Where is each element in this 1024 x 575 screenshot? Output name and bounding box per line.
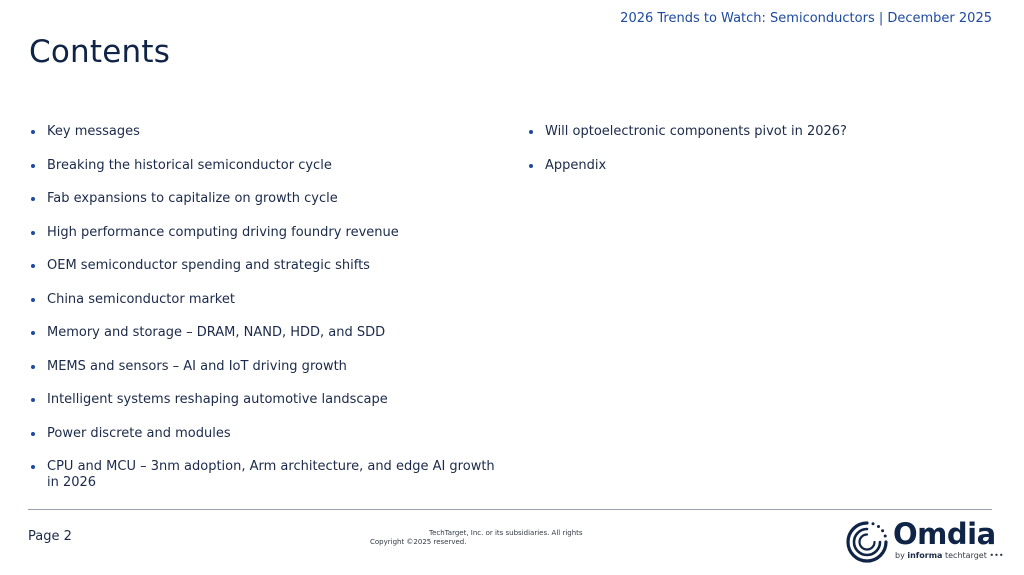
logo-by: by bbox=[895, 551, 905, 560]
toc-item bbox=[29, 392, 499, 408]
bullet-icon bbox=[31, 331, 35, 335]
toc-item-label: Fab expansions to capitalize on growth cycle bbox=[47, 191, 338, 206]
toc-item-label: Memory and storage – DRAM, NAND, HDD, and SDD bbox=[47, 325, 386, 340]
footer-divider bbox=[28, 509, 992, 510]
toc-item bbox=[29, 191, 499, 207]
toc-item-label: Appendix bbox=[545, 157, 607, 173]
bullet-icon bbox=[31, 398, 35, 402]
toc-item-label: Breaking the historical semiconductor cycle bbox=[47, 157, 332, 173]
bullet-icon bbox=[31, 197, 35, 201]
toc-item bbox=[29, 258, 499, 274]
bullet-icon bbox=[31, 231, 35, 235]
logo-tagline bbox=[895, 551, 1004, 560]
toc-item-label: CPU and MCU – 3nm adoption, Arm architecture, and edge AI growth in 2026 bbox=[47, 459, 495, 490]
toc-item-label: China semiconductor market bbox=[47, 291, 235, 307]
toc-item bbox=[29, 292, 499, 308]
toc-item-label: OEM semiconductor spending and strategic shifts bbox=[47, 258, 370, 273]
copyright-line-2: Copyright ©2025 reserved. bbox=[370, 538, 467, 546]
report-header-title: 2026 Trends to Watch: Semiconductors | December 2025 bbox=[620, 11, 992, 26]
toc-item bbox=[29, 359, 499, 375]
bullet-icon bbox=[31, 465, 35, 469]
toc-item bbox=[527, 124, 987, 140]
toc-item-label: Key messages bbox=[47, 124, 140, 139]
toc-item bbox=[29, 325, 499, 341]
copyright-notice bbox=[370, 529, 630, 547]
page-number: Page 2 bbox=[28, 529, 72, 544]
omdia-logo bbox=[844, 517, 1004, 565]
logo-brand: informa bbox=[907, 551, 943, 560]
copyright-line-1: TechTarget, Inc. or its subsidiaries. All rights bbox=[429, 529, 583, 537]
toc-item bbox=[29, 459, 499, 491]
bullet-icon bbox=[529, 130, 533, 134]
toc-item-label: Will optoelectronic components pivot in 2026? bbox=[545, 124, 847, 139]
toc-item-label: Intelligent systems reshaping automotive landscape bbox=[47, 392, 388, 407]
toc-item bbox=[29, 124, 499, 140]
bullet-icon bbox=[31, 298, 35, 302]
logo-suffix: techtarget bbox=[945, 551, 987, 560]
toc-item-label: High performance computing driving foundry revenue bbox=[47, 224, 399, 240]
toc-item bbox=[29, 158, 499, 174]
bullet-icon bbox=[31, 365, 35, 369]
toc-item-label: Power discrete and modules bbox=[47, 425, 231, 441]
bullet-icon bbox=[31, 264, 35, 268]
toc-item-label: MEMS and sensors – AI and IoT driving growth bbox=[47, 358, 347, 374]
toc-item bbox=[29, 426, 499, 442]
omdia-logo-mark-icon bbox=[844, 519, 890, 565]
dots-icon: ••• bbox=[989, 551, 1004, 560]
bullet-icon bbox=[31, 432, 35, 436]
bullet-icon bbox=[31, 130, 35, 134]
toc-left-column bbox=[29, 124, 499, 509]
page-title: Contents bbox=[29, 34, 171, 70]
toc-right-column bbox=[527, 124, 987, 191]
bullet-icon bbox=[31, 164, 35, 168]
logo-wordmark: Omdia bbox=[893, 517, 996, 551]
bullet-icon bbox=[529, 164, 533, 168]
toc-item bbox=[527, 158, 987, 174]
toc-item bbox=[29, 225, 499, 241]
